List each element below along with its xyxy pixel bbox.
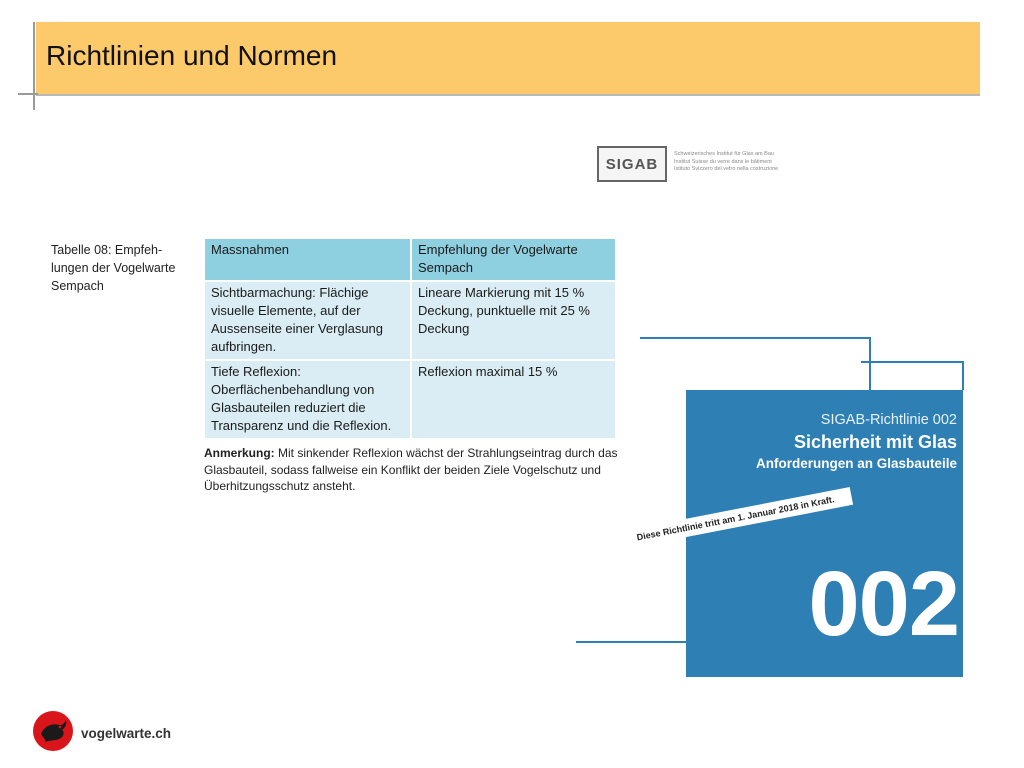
recommendations-table [204, 238, 616, 439]
table-cell: Reflexion maximal 15 % [411, 360, 616, 439]
cover-title: Sicherheit mit Glas [793, 432, 957, 452]
title-divider-horizontal [18, 93, 38, 95]
institute-line: Istituto Svizzero del vetro nella costruzione [674, 166, 779, 172]
cover-heading: Anforderungen an Glasbauteile [755, 456, 957, 471]
note [204, 445, 624, 495]
table-cell: Sichtbarmachung: Flächige visuelle Elemente, auf der Aussenseite einer Verglasung aufbringen. [204, 281, 411, 360]
column-header-recommendation: Empfehlung der Vogelwarte Sempach [411, 238, 616, 281]
table-cell: Lineare Markierung mit 15 % Deckung, punktuelle mit 25 % Deckung [411, 281, 616, 360]
note-text: Mit sinkender Reflexion wächst der Strahlungseintrag durch das Glasbauteil, sodass fallweise ein Konflikt der beiden Ziele Vogelschutz und Überhitzungsschutz ansteht. [204, 446, 618, 493]
footer-logo-text: vogelwarte.ch [81, 726, 172, 741]
table-header-row [204, 238, 616, 281]
table-row [204, 281, 616, 360]
institute-line: Institut Suisse du verre dans le bâtiment [674, 158, 772, 165]
title-bar [36, 22, 980, 96]
vogelwarte-bird-icon [32, 710, 74, 752]
title-divider-vertical [33, 22, 35, 110]
table-caption: Tabelle 08: Empfeh-lungen der Vogelwarte Sempach [51, 243, 176, 293]
column-header-measures: Massnahmen [204, 238, 411, 281]
note-label: Anmerkung: [204, 446, 275, 460]
institute-line: Schweizerisches Institut für Glas am Bau [674, 151, 774, 157]
table-row [204, 360, 616, 439]
page-title: Richtlinien und Normen [46, 40, 338, 71]
sigab-institute-text [674, 151, 804, 174]
cover-subtitle: SIGAB-Richtlinie 002 [820, 412, 957, 428]
effective-date-stamp: Diese Richtlinie tritt am 1. Januar 2018 in Kraft. [618, 487, 853, 550]
document-cover [686, 390, 963, 677]
table-cell: Tiefe Reflexion: Oberflächenbehandlung von Glasbauteilen reduziert die Transparenz und die Reflexion. [204, 360, 411, 439]
cover-number: 002 [808, 553, 959, 655]
sigab-logo: SIGAB [597, 146, 667, 182]
